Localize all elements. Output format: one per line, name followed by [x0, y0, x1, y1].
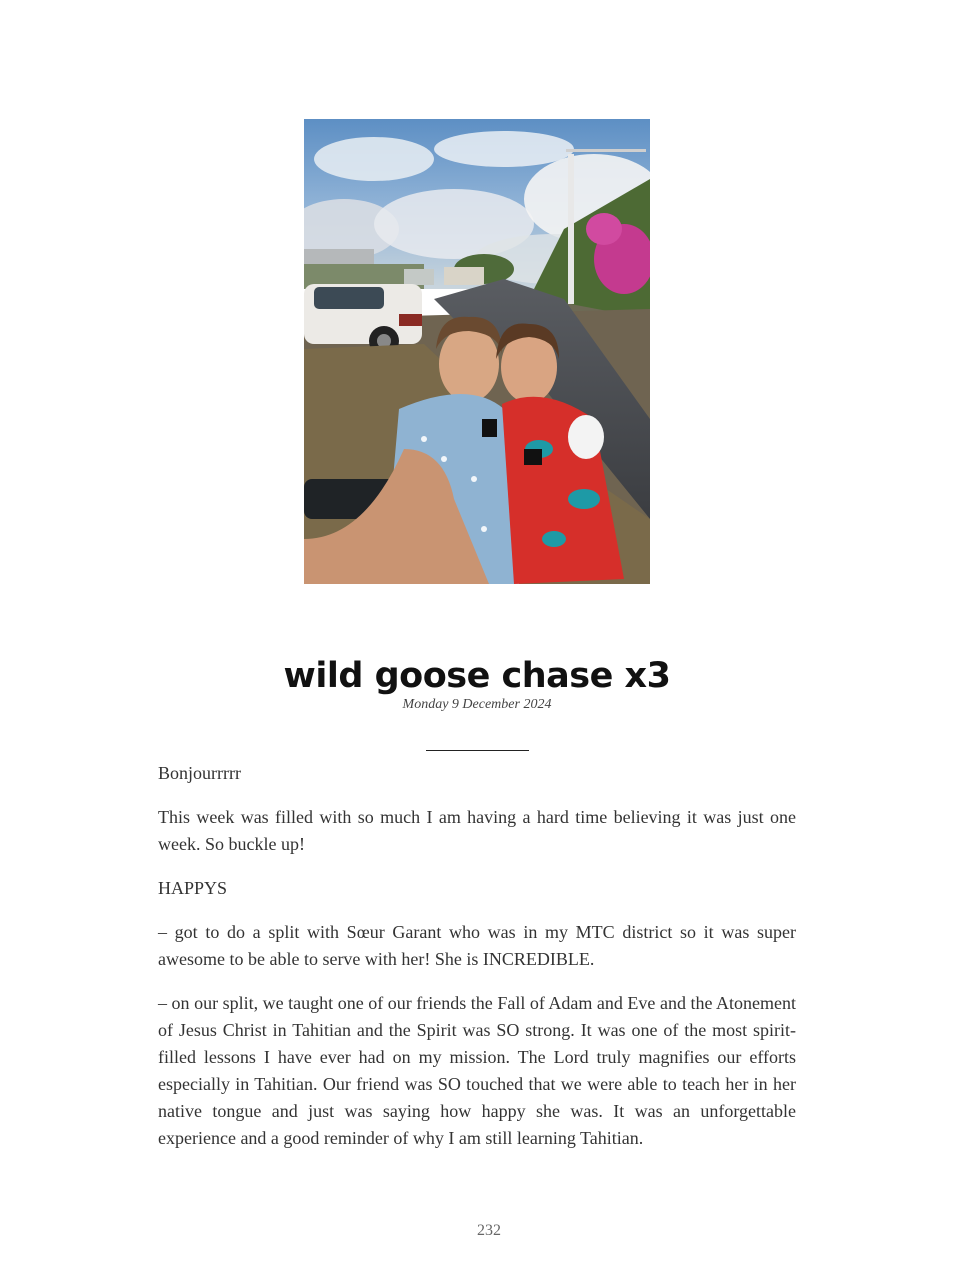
post-date: Monday 9 December 2024	[402, 697, 552, 712]
title-divider	[426, 750, 529, 751]
paragraph: – got to do a split with Sœur Garant who was in my MTC district so it was super awesome to be able to serve with her! She is INCREDIBLE.	[158, 922, 796, 969]
paragraph: Bonjourrrrr	[158, 763, 241, 783]
page-number: 232	[477, 1222, 501, 1239]
paragraph: HAPPYS	[158, 878, 228, 898]
paragraph: – on our split, we taught one of our friends the Fall of Adam and Eve and the Atonement of Jesus Christ in Tahitian and the Spirit was SO strong. It was one of the most spirit-filled lessons I have ever had on my mission. The Lord truly magnifies our efforts especially in Tahitian. Our friend was SO touched that we were able to teach her in her native tongue and just was saying how happy she was. It was an unforgettable experience and a good reminder of why I am still learning Tahitian.	[158, 993, 796, 1148]
post-title: wild goose chase x3	[283, 656, 671, 696]
post-body	[158, 760, 796, 1169]
paragraph: This week was filled with so much I am having a hard time believing it was just one week. So buckle up!	[158, 807, 796, 854]
post-photo	[304, 119, 650, 584]
